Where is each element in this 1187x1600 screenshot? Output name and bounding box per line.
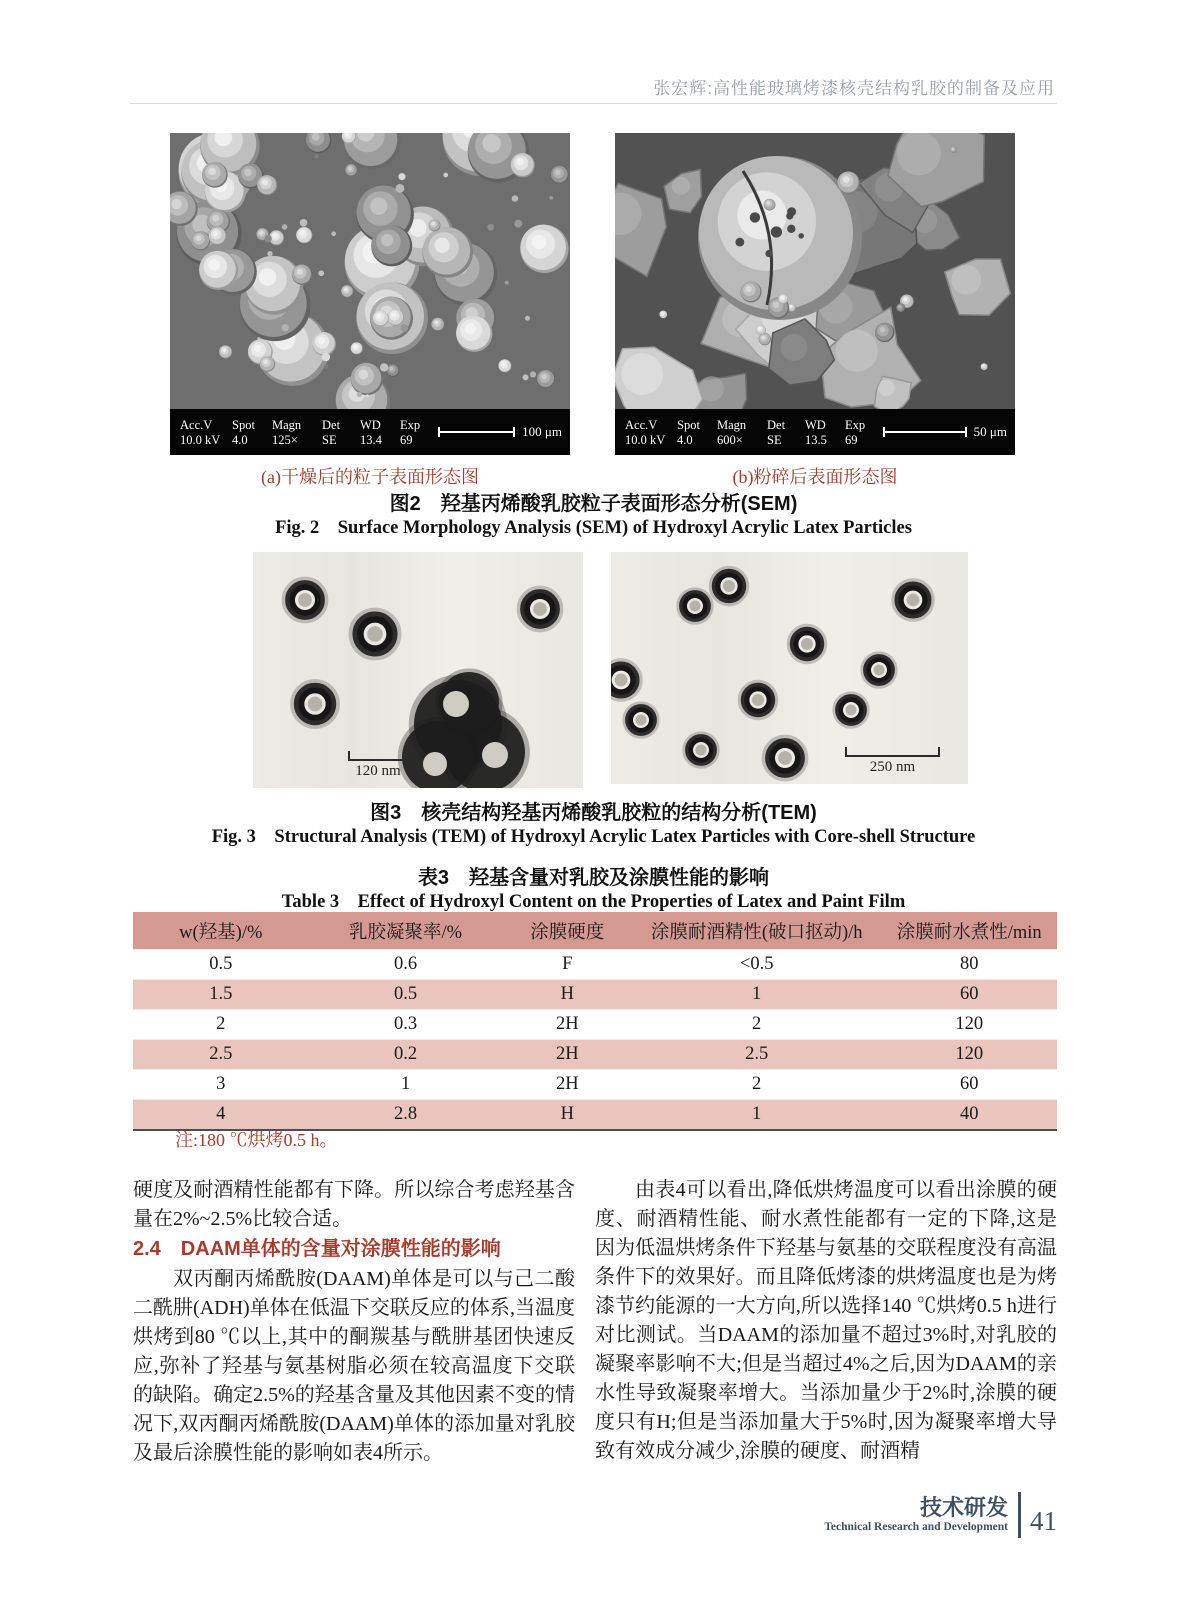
- section-heading: 2.4 DAAM单体的含量对涂膜性能的影响: [133, 1238, 501, 1260]
- table-row: [133, 1070, 1057, 1100]
- sem-info-bar-a: [170, 409, 570, 455]
- table-row: [133, 950, 1057, 980]
- table-cell: 1: [309, 1070, 503, 1100]
- table-cell: <0.5: [632, 950, 881, 980]
- sem-info-bar-b: [615, 409, 1015, 455]
- sem-meta-text: WD: [360, 417, 381, 432]
- footer-section-cn: 技术研发: [919, 1494, 1008, 1520]
- table-cell: 60: [881, 1070, 1057, 1100]
- footer-page-number: 41: [1030, 1505, 1057, 1536]
- table-cell: 0.6: [309, 950, 503, 980]
- subfigure-captions: [170, 463, 1015, 489]
- sem-particles-b: [615, 133, 1015, 409]
- sem-meta-text: 600×: [717, 432, 743, 447]
- table-cell: 120: [881, 1010, 1057, 1040]
- scale-bracket: [845, 747, 940, 757]
- sem-meta-text: 125×: [272, 432, 298, 447]
- sem-metadata: [625, 418, 879, 447]
- table-header-cell: w(羟基)/%: [133, 912, 309, 950]
- table-cell: 1: [632, 980, 881, 1010]
- caption-a: (a)干燥后的粒子表面形态图: [261, 467, 479, 487]
- sem-meta-text: Exp: [400, 417, 421, 432]
- table-header-row: [133, 912, 1057, 950]
- table-cell: 2: [632, 1010, 881, 1040]
- page-footer: [824, 1492, 1057, 1538]
- tem-image-b: [611, 552, 968, 784]
- sem-meta-text: 13.4: [360, 432, 382, 447]
- table-row: [133, 1010, 1057, 1040]
- table-cell: 1.5: [133, 980, 309, 1010]
- sem-meta-text: 10.0 kV: [625, 432, 666, 447]
- table-cell: 2: [133, 1010, 309, 1040]
- sem-meta-text: 69: [845, 432, 858, 447]
- sem-particles-a: [170, 133, 570, 409]
- scale-line: [438, 427, 515, 437]
- sem-meta-text: Acc.V: [625, 417, 658, 432]
- scale-line: [883, 427, 967, 437]
- sem-metadata: [180, 418, 434, 447]
- table-row: [133, 980, 1057, 1010]
- body-left-column: [133, 1176, 575, 1468]
- table-row: [133, 1040, 1057, 1070]
- table-cell: 2H: [503, 1040, 632, 1070]
- tem-scale-a: [348, 751, 408, 780]
- table-body: [133, 950, 1057, 1131]
- tem-image-a: [253, 552, 583, 788]
- scale-label: 100 μm: [522, 424, 562, 439]
- table-cell: 40: [881, 1100, 1057, 1131]
- table-cell: 2.5: [632, 1040, 881, 1070]
- caption-b: (b)粉碎后表面形态图: [732, 467, 898, 487]
- table-cell: 80: [881, 950, 1057, 980]
- paragraph: 双丙酮丙烯酰胺(DAAM)单体是可以与己二酸二酰肼(ADH)单体在低温下交联反应的体系,当温度烘烤到80 ℃以上,其中的酮羰基与酰肼基团快速反应,弥补了羟基与氨基树脂必须在较高温度下交联的缺陷。确定2.5%的羟基含量及其他因素不变的情况下,双丙酮丙烯酰胺(DAAM)单体的添加量对乳胶及最后涂膜性能的影响如表4所示。: [133, 1268, 575, 1464]
- table-header-cell: 乳胶凝聚率/%: [309, 912, 503, 950]
- scale-label: 50 μm: [973, 424, 1007, 439]
- figure2-title-cn: 图2 羟基丙烯酸乳胶粒子表面形态分析(SEM): [389, 493, 798, 515]
- footer-divider: [1018, 1492, 1021, 1538]
- table-note: 注:180 ℃烘烤0.5 h。: [175, 1130, 338, 1150]
- table-cell: 3: [133, 1070, 309, 1100]
- table-cell: F: [503, 950, 632, 980]
- sem-meta-text: WD: [805, 417, 826, 432]
- table-cell: 2.8: [309, 1100, 503, 1131]
- table3-title-cn: 表3 羟基含量对乳胶及涂膜性能的影响: [417, 867, 770, 889]
- table-cell: 0.2: [309, 1040, 503, 1070]
- table-cell: 2.5: [133, 1040, 309, 1070]
- sem-meta-text: Spot: [677, 417, 700, 432]
- footer-section: [824, 1496, 1008, 1535]
- table-cell: 4: [133, 1100, 309, 1131]
- sem-scale-bar: [438, 424, 562, 440]
- table-cell: 120: [881, 1040, 1057, 1070]
- table-cell: 1: [632, 1100, 881, 1131]
- tem-particles-a: [253, 552, 583, 788]
- scale-label: 120 nm: [355, 763, 401, 779]
- tem-scale-b: [845, 747, 940, 776]
- sem-meta-text: 13.5: [805, 432, 827, 447]
- table-cell: 0.5: [133, 950, 309, 980]
- table-header-cell: 涂膜耐酒精性(破口抠动)/h: [632, 912, 881, 950]
- sem-image-a: [170, 133, 570, 455]
- sem-meta-text: Det: [322, 417, 341, 432]
- sem-meta-text: SE: [767, 432, 782, 447]
- table-cell: H: [503, 1100, 632, 1131]
- sem-meta-text: Acc.V: [180, 417, 213, 432]
- table3-title-en: Table 3 Effect of Hydroxyl Content on the Properties of Latex and Paint Film: [281, 892, 906, 912]
- table-cell: H: [503, 980, 632, 1010]
- sem-meta-text: 4.0: [232, 432, 248, 447]
- figure3-title-cn: 图3 核壳结构羟基丙烯酸乳胶粒的结构分析(TEM): [370, 802, 817, 824]
- table-cell: 2H: [503, 1010, 632, 1040]
- sem-image-b: [615, 133, 1015, 455]
- scale-bracket: [348, 751, 408, 761]
- figure2-title-en: Fig. 2 Surface Morphology Analysis (SEM) of Hydroxyl Acrylic Latex Particles: [275, 518, 912, 538]
- running-header: 张宏辉:高性能玻璃烤漆核壳结构乳胶的制备及应用: [653, 79, 1055, 98]
- sem-meta-text: 4.0: [677, 432, 693, 447]
- figure3-title-en: Fig. 3 Structural Analysis (TEM) of Hydroxyl Acrylic Latex Particles with Core-shell Structure: [211, 827, 976, 847]
- header-rule: [130, 103, 1057, 104]
- table-cell: 60: [881, 980, 1057, 1010]
- paragraph: 硬度及耐酒精性能都有下降。所以综合考虑羟基含量在2%~2.5%比较合适。: [133, 1179, 575, 1230]
- table-header-cell: 涂膜硬度: [503, 912, 632, 950]
- caption-gap: [570, 463, 615, 489]
- table-cell: 0.3: [309, 1010, 503, 1040]
- sem-meta-text: SE: [322, 432, 337, 447]
- table-header-cell: 涂膜耐水煮性/min: [881, 912, 1057, 950]
- footer-section-en: Technical Research and Development: [824, 1520, 1008, 1533]
- sem-meta-text: Det: [767, 417, 786, 432]
- sem-meta-text: 10.0 kV: [180, 432, 221, 447]
- sem-scale-bar: [883, 424, 1007, 440]
- table-cell: 2: [632, 1070, 881, 1100]
- sem-meta-text: 69: [400, 432, 413, 447]
- sem-meta-text: Magn: [272, 417, 302, 432]
- table3: [133, 912, 1057, 1131]
- sem-meta-text: Exp: [845, 417, 866, 432]
- scale-label: 250 nm: [869, 759, 916, 775]
- table-cell: 0.5: [309, 980, 503, 1010]
- table-cell: 2H: [503, 1070, 632, 1100]
- sem-meta-text: Spot: [232, 417, 255, 432]
- body-right-column: [595, 1176, 1057, 1466]
- paragraph: 由表4可以看出,降低烘烤温度可以看出涂膜的硬度、耐酒精性能、耐水煮性能都有一定的下降,这是因为低温烘烤条件下羟基与氨基的交联程度没有高温条件下的效果好。而且降低烤漆的烘烤温度也是为烤漆节约能源的一大方向,所以选择140 ℃烘烤0.5 h进行对比测试。当DAAM的添加量不超过3%时,对乳胶的凝聚率影响不大;但是当超过4%之后,因为DAAM的亲水性导致凝聚率增大。当添加量少于2%时,涂膜的硬度只有H;但是当添加量大于5%时,因为凝聚率增大导致有效成分减少,涂膜的硬度、耐酒精: [595, 1179, 1057, 1462]
- sem-meta-text: Magn: [717, 417, 747, 432]
